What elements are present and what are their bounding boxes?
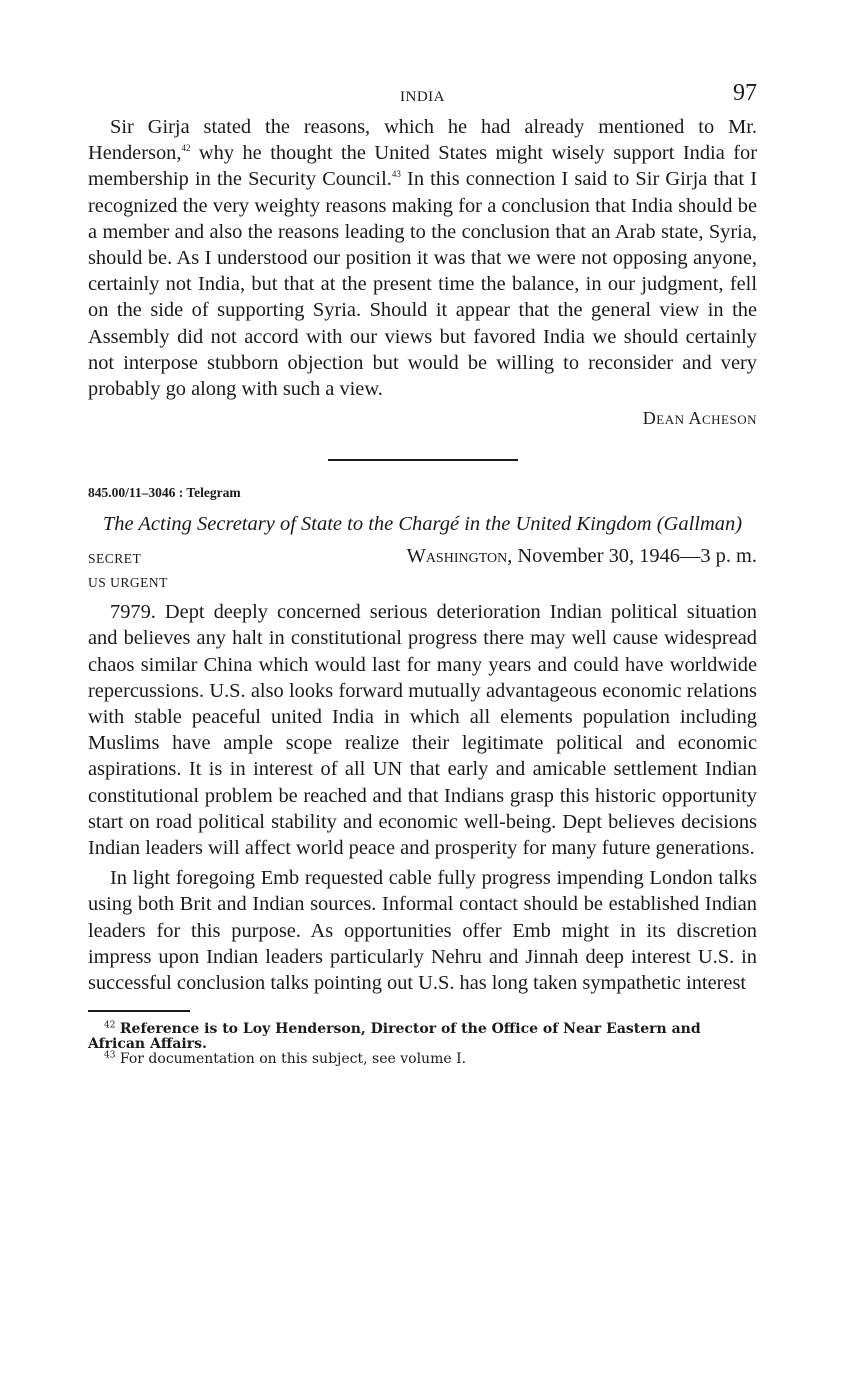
footnote-divider [88, 1010, 190, 1012]
classification-label: SECRET [88, 551, 142, 567]
precedence-label: US URGENT [88, 575, 168, 591]
footnote-mark: 42 [104, 1020, 116, 1031]
memo-text-c: In this connection I said to Sir Girja that I recognized the very weighty reasons making for a conclusion that India should be a member and also the reasons leading to the conclusion that an Arab state, Syria, should be. As I understood our position it was that we were not opposing anyone, certainly not India, but that at the present time the balance, in our judgment, fell on the side of supporting Syria. Should it appear that the general view in the Assembly did not accord with our views but favored India we should certainly not interpose stubborn objection but would be willing to reconsider and very probably go along with such a view. [88, 168, 757, 401]
running-title: INDIA [400, 89, 445, 105]
dateline [407, 545, 757, 568]
section-divider [328, 459, 518, 461]
footnote-ref-42: 42 [181, 143, 191, 154]
memo-text-b: why he thought the United States might wisely support India for membership in the Security Council. [88, 142, 757, 191]
dateline-place: Washington [406, 545, 508, 568]
dateline-date: , November 30, 1946—3 p. m. [507, 545, 757, 568]
page-number: 97 [733, 80, 757, 106]
signature: Dean Acheson [642, 408, 757, 429]
memo-text-a: Sir Girja stated the reasons, which he had already mentioned to Mr. Henderson, [88, 116, 757, 165]
footnote-42 [88, 1022, 757, 1052]
footnote-43 [88, 1052, 757, 1067]
memo-paragraph [88, 114, 757, 402]
footnote-mark: 43 [104, 1050, 116, 1061]
telegram-paragraph-2: In light foregoing Emb requested cable fully progress impending London talks using both Brit and Indian sources. Informal contact should be established Indian leaders for this purpose. As opportunities offer Emb might in its discretion impress upon Indian leaders particularly Nehru and Jinnah deep interest U.S. in successful conclusion talks pointing out U.S. has long taken sympathetic interest [88, 867, 757, 995]
running-head [88, 80, 757, 114]
telegram-paragraph-1: 7979. Dept deeply concerned serious deterioration Indian political situation and believes any halt in constitutional progress there may well cause widespread chaos similar China which would last for many years and could have worldwide repercussions. U.S. also looks forward mutually advantageous economic relations with stable peaceful united India in which all elements population including Muslims have ample scope realize their legitimate political and economic aspirations. It is in interest of all UN that early and amicable settlement Indian constitutional problem be reached and that Indians grasp this historic opportunity start on road political stability and economic well-being. Dept believes decisions Indian leaders will affect world peace and prosperity for many future generations. [88, 601, 757, 860]
footnote-text: For documentation on this subject, see volume I. [119, 1051, 467, 1068]
dateline-row [88, 545, 757, 573]
file-number: 845.00/11–3046 : Telegram [88, 485, 241, 501]
footnote-text: Reference is to Loy Henderson, Director of the Office of Near Eastern and African Affairs. [88, 1021, 701, 1053]
footnote-ref-43: 43 [391, 169, 401, 180]
document-page [88, 80, 757, 1067]
document-title: The Acting Secretary of State to the Chargé in the United Kingdom (Gallman) [102, 513, 743, 536]
